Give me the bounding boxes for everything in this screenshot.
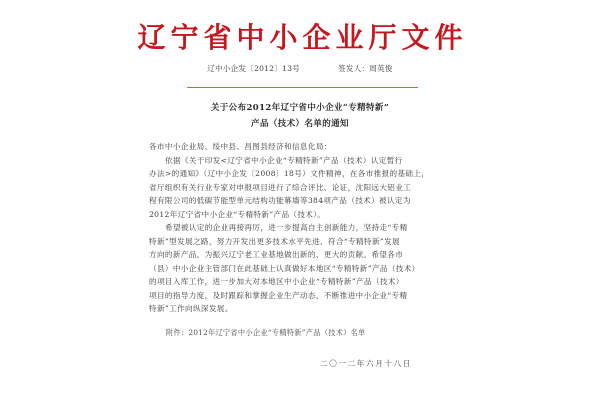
masthead-title: 辽宁省中小企业厅文件 [137, 21, 468, 54]
body-line: 依据《关于印发<辽宁省中小企业“专精特新”产品（技术）认定暂行 [165, 155, 403, 165]
document-body [149, 140, 453, 316]
document-subject [0, 100, 600, 132]
body-line: 项目的指导力度，及时跟踪和掌握企业生产动态，不断推进中小企业“专精 [149, 290, 408, 300]
subject-line-2: 产品（技术）名单的通知 [251, 119, 349, 130]
document-meta-row [0, 63, 600, 74]
body-line: 特新”型发展之路，努力开发出更多技术水平先进、符合“专精特新”发展 [149, 236, 401, 246]
body-line: 省厅组织有关行业专家对申报项目进行了综合评比、论证，沈阳远大铝业工 [149, 182, 412, 192]
body-line: 办法>的通知》（辽中小企发〔2008〕18号）文件精神，在各市推报的基础上， [149, 169, 430, 179]
body-line: 的项目入库工作，进一步加大对本地区中小企业“专精特新”产品（技术） [149, 277, 404, 287]
issuer-name: 签发人：周英俊 [338, 64, 393, 73]
body-line: 程有限公司的低碳节能型单元结构功能幕墙等384项产品（技术）被认定为 [149, 196, 411, 206]
salutation-line: 各市中小企业局、绥中县、昌图县经济和信息化局： [149, 142, 332, 151]
document-number: 辽中小企发〔2012〕13号 [207, 64, 301, 73]
body-line: 方向的新产品，为振兴辽宁老工业基地做出新的、更大的贡献。希望各市 [149, 250, 404, 260]
subject-line-1: 关于公布2012年辽宁省中小企业“专精特新” [210, 103, 390, 113]
body-line: 2012年辽宁省中小企业“专精特新”产品（技术）。 [149, 209, 326, 219]
body-line: （县）中小企业主管部门在此基础上认真做好本地区“专精特新”产品（技术） [149, 263, 420, 273]
body-line: 希望被认定的企业再接再厉，进一步提高自主创新能力，坚持走“专精 [165, 223, 408, 233]
red-separator-rule [187, 87, 418, 88]
signature-date: 二〇一二年六月十八日 [320, 359, 412, 368]
body-line: 特新”工作向纵深发展。 [149, 304, 233, 314]
body-paragraph-2 [149, 221, 453, 316]
attachment-note: 附件：2012年辽宁省中小企业“专精特新”产品（技术）名单 [166, 328, 366, 337]
body-paragraph-1 [149, 154, 453, 222]
document-masthead [0, 22, 600, 54]
signature-date-row [0, 358, 600, 369]
